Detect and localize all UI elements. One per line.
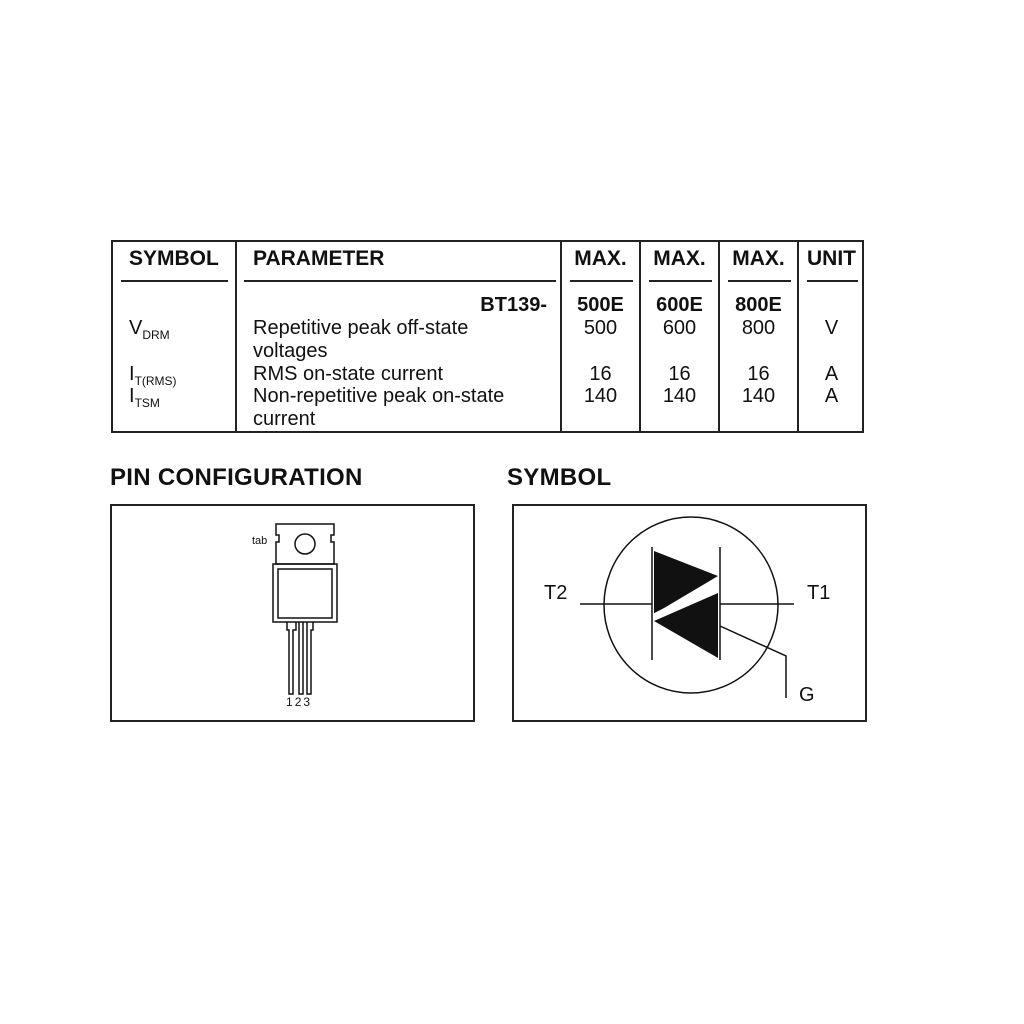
pin-3-label: 3 [303,695,313,709]
pin-numbers [286,695,312,709]
symbol-itsm: $I_{TSM}$ [129,385,160,410]
quick-reference-table [111,240,864,433]
unit-itsm: A [824,385,839,407]
part-prefix: BT139- [480,294,547,316]
variant-800e: 800E [735,294,782,316]
value-vdrm-500e: 500 [583,317,618,339]
variant-600e: 600E [656,294,703,316]
pin-configuration-title: PIN CONFIGURATION [110,464,363,491]
header-underline [728,280,791,282]
parameter-itsm: Non-repetitive peak on-state current [253,385,505,430]
header-max-2: MAX. [653,247,706,270]
terminal-t1-label: T1 [807,582,831,604]
value-itsm-800e: 140 [741,385,776,407]
value-vdrm-800e: 800 [741,317,776,339]
unit-it-rms: A [824,363,839,385]
parameter-vdrm: Repetitive peak off-state voltages [253,317,469,362]
value-vdrm-600e: 600 [662,317,697,339]
terminal-gate-label: G [799,684,815,706]
header-underline [570,280,633,282]
header-underline [649,280,712,282]
terminal-t2-label: T2 [544,582,568,604]
header-max-1: MAX. [574,247,627,270]
tab-label: tab [252,535,268,547]
unit-vdrm: V [824,317,839,339]
pin-configuration-box [110,504,475,722]
column-divider [235,242,237,431]
value-it-rms-500e: 16 [589,363,612,385]
header-parameter: PARAMETER [253,247,385,270]
to220-package-icon [112,506,473,720]
symbol-box [512,504,867,722]
value-itsm-500e: 140 [583,385,618,407]
value-itsm-600e: 140 [662,385,697,407]
parameter-it-rms: RMS on-state current [253,363,444,385]
symbol-vdrm: $V_{DRM}$ [129,317,170,342]
symbol-it-rms: $I_{T(RMS)}$ [129,363,177,388]
value-it-rms-800e: 16 [747,363,770,385]
header-max-3: MAX. [732,247,785,270]
pin-1-label: 1 [286,695,295,709]
symbol-title: SYMBOL [507,464,612,491]
pin-2-label: 2 [294,695,304,709]
header-underline [807,280,858,282]
header-symbol: SYMBOL [129,247,219,270]
header-underline [121,280,228,282]
header-underline [244,280,556,282]
value-it-rms-600e: 16 [668,363,691,385]
variant-500e: 500E [577,294,624,316]
header-unit: UNIT [807,247,856,270]
